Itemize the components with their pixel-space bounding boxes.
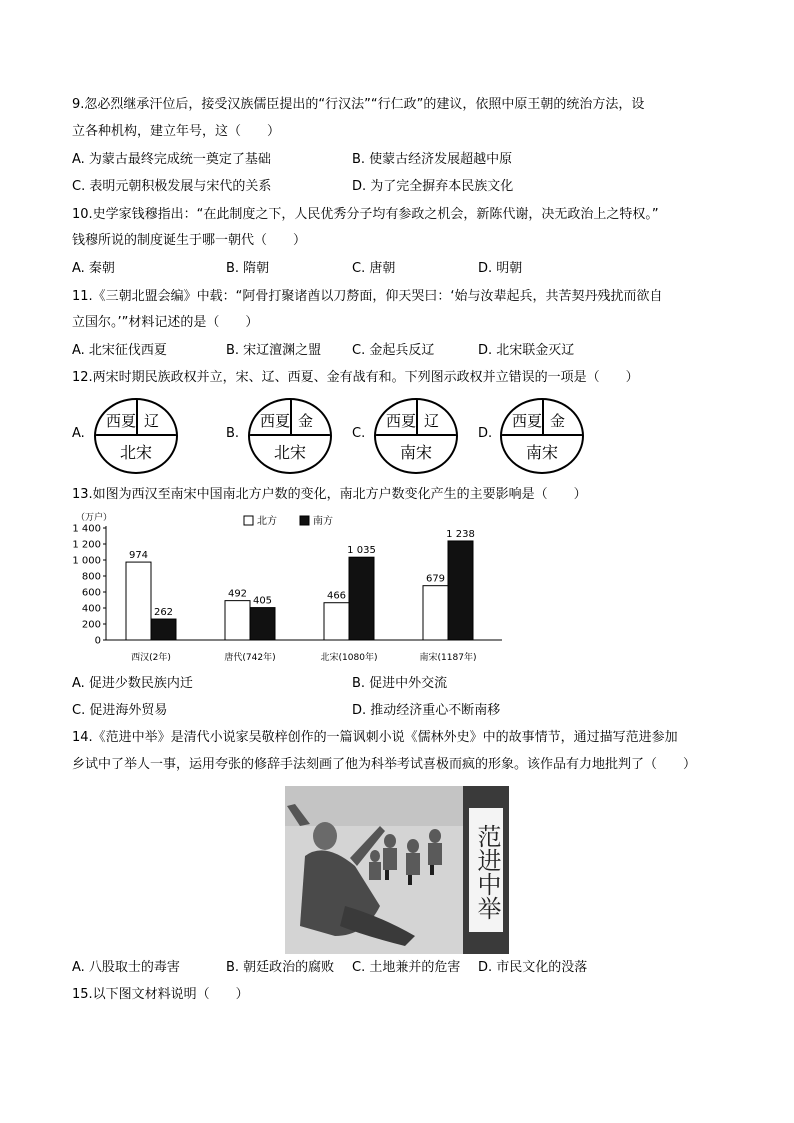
chart-x-axis (106, 640, 502, 663)
q13-option-d: D. 推动经济重心不断南移 (352, 703, 501, 718)
q10-option-d: D. 明朝 (478, 261, 523, 276)
bar-value-label: 466 (326, 590, 347, 602)
bar-north (225, 601, 250, 640)
legend-swatch (300, 516, 309, 525)
legend-label: 北方 (257, 516, 277, 527)
x-category-label: 南宋(1187年) (419, 653, 477, 663)
y-tick-label: 600 (81, 587, 101, 599)
bar-north (126, 562, 151, 640)
y-tick-label: 400 (81, 603, 101, 615)
q9-option-a: A. 为蒙古最终完成统一奠定了基础 (72, 152, 271, 167)
q12-option-b-label: B. (226, 426, 240, 441)
fan-jin-illustration (285, 786, 509, 954)
x-category-label: 北宋(1080年) (320, 653, 378, 663)
bar-value-label: 492 (227, 588, 248, 600)
q9-stem-line1: 9.忽必烈继承汗位后，接受汉族儒臣提出的“行汉法”“行仁政”的建议，依照中原王朝的统治方法，设 (72, 97, 645, 112)
q12-a-top-left: 西夏 (106, 412, 137, 430)
q14-option-c: C. 土地兼并的危害 (352, 960, 461, 975)
x-category-label: 唐代(742年) (224, 653, 276, 663)
y-tick-label: 1 400 (72, 523, 101, 535)
q12-d-bottom: 南宋 (525, 443, 558, 462)
q12-d-top-right: 金 (550, 412, 566, 430)
q14-stem-line1: 14.《范进中举》是清代小说家吴敬梓创作的一篇讽刺小说《儒林外史》中的故事情节，通过描写范进参加 (72, 730, 678, 745)
bar-value-label: 262 (153, 607, 174, 619)
q11-stem-line1: 11.《三朝北盟会编》中载：“阿骨打聚诸酋以刀剺面，仰天哭曰：‘始与汝辈起兵，共苦契丹残扰而欲自 (72, 289, 663, 304)
q9-option-c: C. 表明元朝积极发展与宋代的关系 (72, 179, 272, 194)
q12-b-bottom: 北宋 (273, 443, 306, 462)
household-bar-chart (72, 508, 512, 668)
q14-option-b: B. 朝廷政治的腐败 (226, 960, 335, 975)
y-tick-label: 1 000 (72, 555, 101, 567)
q12-b-top-right: 金 (298, 412, 314, 430)
q12-option-c-diagram (374, 398, 458, 474)
bar-value-label: 1 035 (347, 545, 376, 557)
chart-bars (126, 529, 475, 640)
y-tick-label: 200 (81, 619, 101, 631)
bar-value-label: 974 (128, 550, 149, 562)
chart-y-axis (72, 524, 106, 647)
q12-option-b-diagram (248, 398, 332, 474)
q13-stem: 13.如图为西汉至南宋中国南北方户数的变化，南北方户数变化产生的主要影响是（ ） (72, 487, 587, 502)
q11-stem-line2: 立国尔。’”材料记述的是（ ） (72, 315, 259, 330)
y-tick-label: 800 (81, 571, 101, 583)
q12-option-c-label: C. (352, 426, 366, 441)
bar-south (349, 557, 374, 640)
q12-b-top-left: 西夏 (260, 412, 291, 430)
q10-option-b: B. 隋朝 (226, 261, 270, 276)
q12-a-bottom: 北宋 (119, 443, 152, 462)
q12-c-bottom: 南宋 (399, 443, 432, 462)
q9-option-d: D. 为了完全摒弃本民族文化 (352, 179, 514, 194)
bar-value-label: 1 238 (446, 528, 475, 540)
bar-south (151, 619, 176, 640)
legend-swatch (244, 516, 253, 525)
bar-south (250, 608, 275, 640)
bar-south (448, 541, 473, 640)
q12-c-top-right: 辽 (424, 412, 440, 430)
y-tick-label: 1 200 (72, 539, 101, 551)
q11-option-b: B. 宋辽澶渊之盟 (226, 343, 322, 358)
q9-stem-line2: 立各种机构，建立年号，这（ ） (72, 124, 281, 139)
q10-stem-line2: 钱穆所说的制度诞生于哪一朝代（ ） (72, 233, 307, 248)
q10-option-c: C. 唐朝 (352, 261, 396, 276)
q11-option-a: A. 北宋征伐西夏 (72, 343, 167, 358)
q14-stem-line2: 乡试中了举人一事，运用夸张的修辞手法刻画了他为科举考试喜极而疯的形象。该作品有力地批判了（ ） (72, 757, 697, 772)
bar-north (423, 586, 448, 640)
q12-option-a-diagram (94, 398, 178, 474)
x-category-label: 西汉(2年) (131, 653, 171, 663)
bar-value-label: 405 (252, 595, 273, 607)
q11-option-c: C. 金起兵反辽 (352, 343, 435, 358)
q9-option-b: B. 使蒙古经济发展超越中原 (352, 152, 513, 167)
q12-stem: 12.两宋时期民族政权并立，宋、辽、西夏、金有战有和。下列图示政权并立错误的一项是（ ） (72, 370, 639, 385)
q12-option-d-label: D. (478, 426, 493, 441)
q12-option-a-label: A. (72, 426, 85, 441)
q12-option-d-diagram (500, 398, 584, 474)
chart-y-axis-label: （万户） (76, 513, 113, 523)
q13-option-b: B. 促进中外交流 (352, 676, 448, 691)
q15-stem: 15.以下图文材料说明（ ） (72, 987, 249, 1002)
q12-d-top-left: 西夏 (512, 412, 543, 430)
illustration-scroll-title: 范进中举 (473, 824, 501, 920)
q13-option-a: A. 促进少数民族内迁 (72, 676, 193, 691)
q11-option-d: D. 北宋联金灭辽 (478, 343, 575, 358)
y-tick-label: 0 (94, 635, 101, 647)
q12-c-top-left: 西夏 (386, 412, 417, 430)
bar-value-label: 679 (425, 573, 446, 585)
q14-option-d: D. 市民文化的没落 (478, 960, 588, 975)
legend-label: 南方 (313, 516, 333, 527)
q10-option-a: A. 秦朝 (72, 261, 115, 276)
bar-north (324, 603, 349, 640)
q12-a-top-right: 辽 (144, 412, 160, 430)
q13-option-c: C. 促进海外贸易 (72, 703, 168, 718)
chart-legend (244, 514, 333, 527)
q14-option-a: A. 八股取士的毒害 (72, 960, 180, 975)
q10-stem-line1: 10.史学家钱穆指出：“在此制度之下，人民优秀分子均有参政之机会，新陈代谢，决无政治上之特权。” (72, 207, 659, 222)
